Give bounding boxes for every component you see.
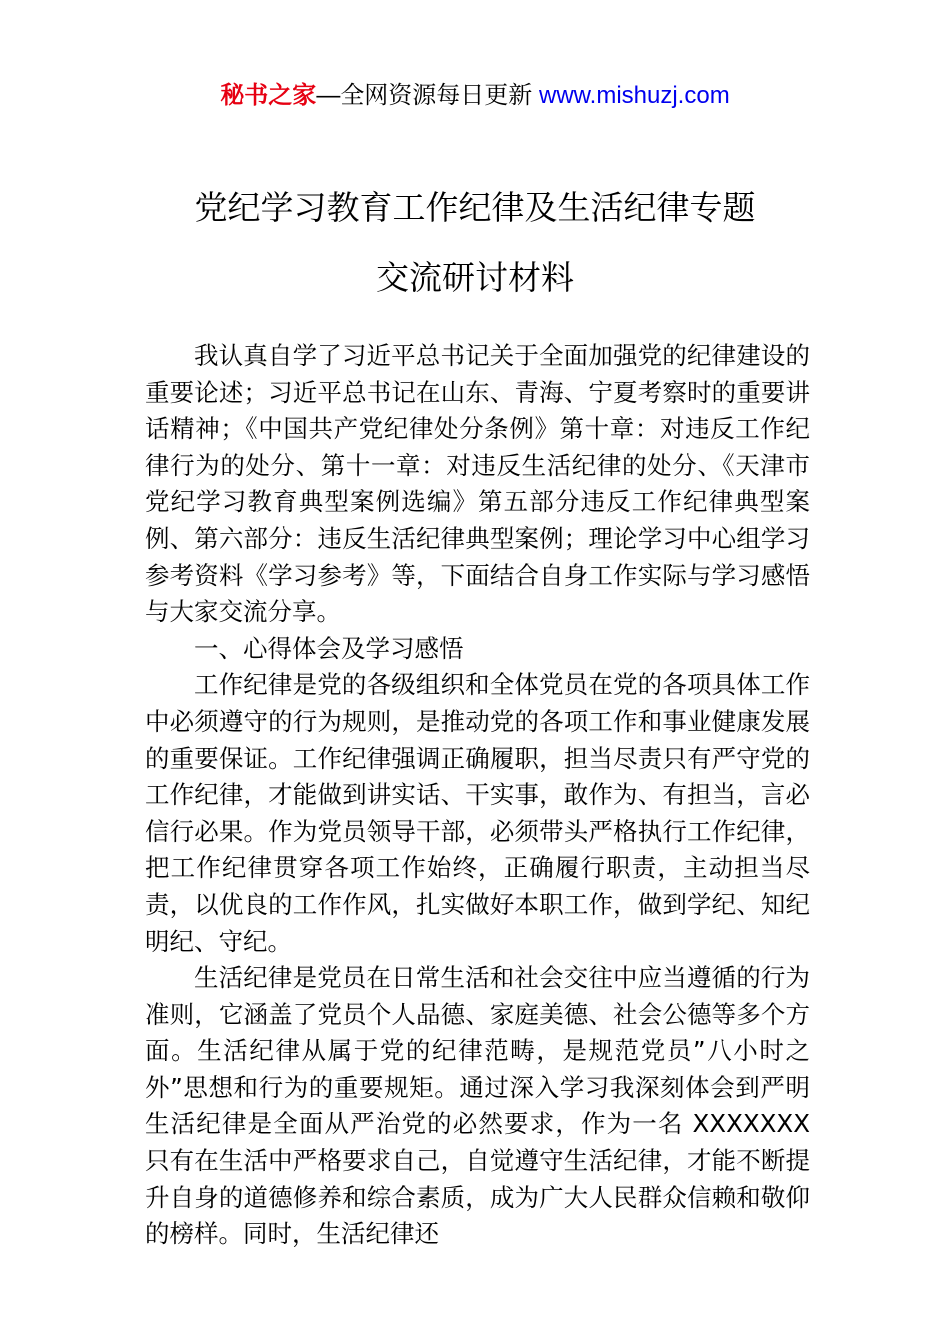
site-header [0, 80, 950, 112]
life-discipline-paragraph: 生活纪律是党员在日常生活和社会交往中应当遵循的行为准则，它涵盖了党员个人品德、家庭美德、社会公德等多个方面。生活纪律从属于党的纪律范畴，是规范党员”八小时之外”思想和行为的重要规矩。通过深入学习我深刻体会到严明生活纪律是全面从严治党的必然要求，作为一名 XXXXXXX 只有在生活中严格要求自己，自觉遵守生活纪律，才能不断提升自身的道德修养和综合素质，成为广大人民群众信赖和敬仰的榜样。同时，生活纪律还 [145, 963, 810, 1249]
site-url-link[interactable]: www.mishuzj.com [538, 82, 730, 109]
document-body [145, 338, 810, 1253]
section-heading: 一、心得体会及学习感悟 [194, 633, 464, 663]
intro-paragraph: 我认真自学了习近平总书记关于全面加强党的纪律建设的重要论述；习近平总书记在山东、青海、宁夏考察时的重要讲话精神；《中国共产党纪律处分条例》第十章：对违反工作纪律行为的处分、第十一章：对违反生活纪律的处分、《天津市党纪学习教育典型案例选编》第五部分违反工作纪律典型案例、第六部分：违反生活纪律典型案例；理论学习中心组学习参考资料《学习参考》等，下面结合自身工作实际与学习感悟与大家交流分享。 [145, 341, 810, 627]
work-discipline-paragraph: 工作纪律是党的各级组织和全体党员在党的各项具体工作中必须遵守的行为规则，是推动党的各项工作和事业健康发展的重要保证。工作纪律强调正确履职，担当尽责只有严守党的工作纪律，才能做到讲实话、干实事，敢作为、有担当，言必信行必果。作为党员领导干部，必须带头严格执行工作纪律，把工作纪律贯穿各项工作始终，正确履行职责，主动担当尽责，以优良的工作作风，扎实做好本职工作，做到学纪、知纪明纪、守纪。 [145, 670, 810, 956]
document-title-line1: 党纪学习教育工作纪律及生活纪律专题 [194, 188, 756, 227]
document-title-line2: 交流研讨材料 [376, 258, 574, 297]
site-brand: 秘书之家 [220, 82, 317, 109]
site-tagline: —全网资源每日更新 [316, 82, 539, 109]
